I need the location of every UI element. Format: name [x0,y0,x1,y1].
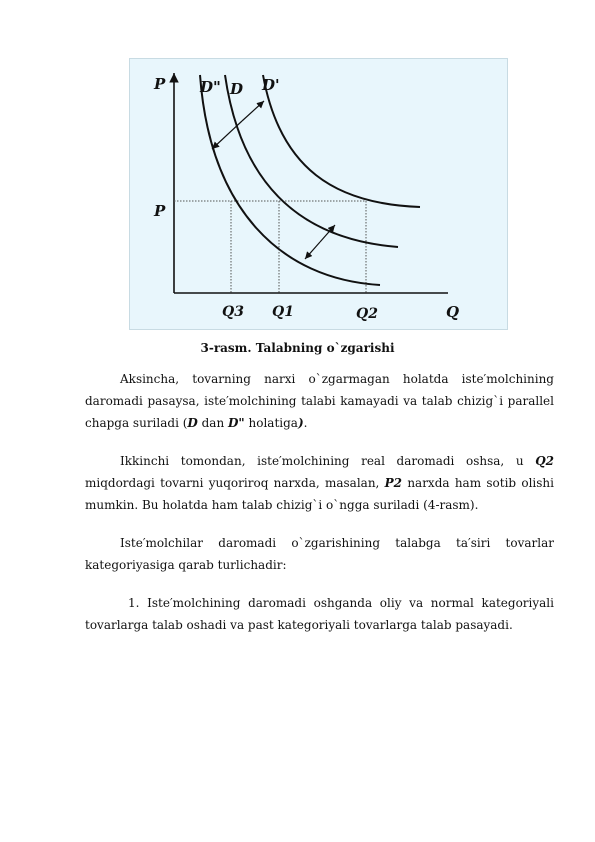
paragraph-2-p2: P2 [384,476,403,490]
price-label: P [154,202,166,220]
paragraph-2-mid: miqdordagi tovarni yuqoriroq narxda, masalan, [85,476,385,490]
y-axis-label: P [154,75,166,93]
demand-shift-figure [129,58,508,330]
curve-label-d-prime: D' [262,76,280,94]
paragraph-1-dot: . [303,416,308,430]
curve-label-d: D [230,80,244,98]
curve-label-d-double-prime: D" [200,78,221,96]
paragraph-3: Iste′molchilar daromadi o`zgarishining talabga ta′siri tovarlar kategoriyasiga qarab turlichadir: [85,536,554,572]
paragraph-1-paren: ) [297,416,304,430]
x-axis-label: Q [446,303,460,321]
paragraph-4: 1. Iste′molchining daromadi oshganda oliy va normal kategoriyali tovarlarga talab oshadi va past kategoriyali tovarlarga talab pasayadi. [85,596,554,632]
demand-shift-diagram [130,59,509,331]
demand-curve-left [200,75,380,285]
paragraph-2-end: narxda ham sotib olishi mumkin. Bu holatda ham talab chizig`i o`ngga suriladi (4-rasm). [85,476,554,512]
q1-label: Q1 [272,304,294,320]
q3-label: Q3 [222,304,244,320]
paragraph-1-mid: dan [197,416,229,430]
shift-arrow-right [305,242,320,259]
q2-label: Q2 [356,306,378,322]
demand-curve-right [263,75,420,207]
paragraph-2-text: Ikkinchi tomondan, iste′molchining real daromadi oshsa, u [120,454,536,468]
paragraph-1-d: D [187,416,198,430]
paragraph-2 [85,450,554,516]
shift-arrow-left-back [242,101,264,121]
paragraph-2-q2: Q2 [535,454,554,468]
figure-caption: 3-rasm. Talabning o`zgarishi [200,341,395,355]
paragraph-1-d2: D" [228,416,245,430]
paragraph-1-text: Aksincha, tovarning narxi o`zgarmagan holatda iste′molchining daromadi pasaysa, iste′molchining talabi kamayadi va talab chizig`i parallel chapga suriladi ( [85,372,554,430]
paragraph-1-end: holatiga [244,416,298,430]
paragraph-1 [85,368,554,434]
shift-arrow-left [212,121,242,149]
